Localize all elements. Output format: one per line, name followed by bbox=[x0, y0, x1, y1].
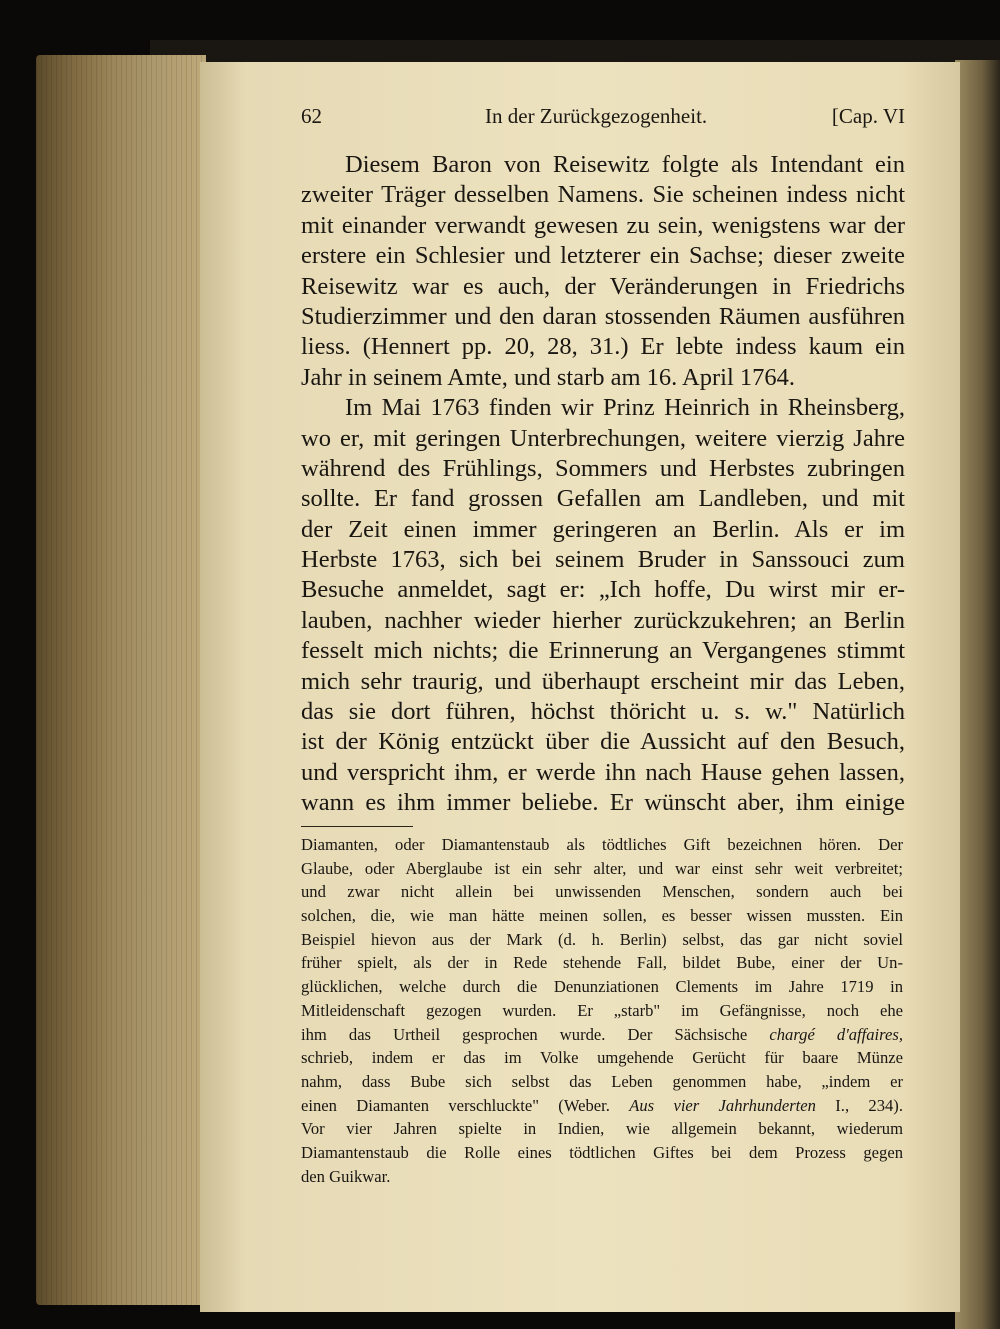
footnote-rule bbox=[301, 826, 413, 827]
footnote-line: Diamanten, oder Diamantenstaub als tödtliches Gift bezeichnen hören. Der bbox=[301, 835, 903, 854]
footnote-line: Glaube, oder Aberglaube ist ein sehr alter, und war einst sehr weit verbreitet; bbox=[301, 858, 903, 878]
footnote-line: Beispiel hievon aus der Mark (d. h. Berlin) selbst, das gar nicht soviel bbox=[301, 929, 903, 949]
footnote-line: den Guikwar. bbox=[301, 1166, 391, 1186]
footnote-text: ihm das Urtheil gesprochen wurde. Der Sächsische bbox=[301, 1024, 748, 1044]
footnote-line: nahm, dass Bube sich selbst das Leben genommen habe, „indem er bbox=[301, 1071, 903, 1091]
text-line: erstere ein Schlesier und letzterer ein Sachse; dieser zweite bbox=[301, 242, 905, 270]
footnote bbox=[301, 833, 903, 1188]
text-line: Studierzimmer und den daran stossenden Räumen ausführen bbox=[301, 302, 905, 330]
footnote-line: glücklichen, welche durch die Denunziationen Clements im Jahre 1719 in bbox=[301, 977, 903, 997]
text-line: lauben, nachher wieder hierher zurückzukehren; an Berlin bbox=[301, 606, 905, 634]
footnote-line: Mitleidenschaft gezogen wurden. Er „starb" im Gefängnisse, noch ehe bbox=[301, 1000, 903, 1020]
text-line: Herbste 1763, sich bei seinem Bruder in Sanssouci zum bbox=[301, 546, 905, 574]
text-line: Jahr in seinem Amte, und starb am 16. April 1764. bbox=[301, 363, 796, 391]
text-line: während des Frühlings, Sommers und Herbstes zubringen bbox=[301, 454, 905, 482]
footnote-text: einen Diamanten verschluckte" (Weber. bbox=[301, 1095, 610, 1115]
page-edges bbox=[36, 55, 206, 1305]
chapter-label: [Cap. VI bbox=[831, 104, 905, 128]
facing-page-edge bbox=[955, 60, 1000, 1329]
page-number: 62 bbox=[301, 104, 322, 128]
text-line: liess. (Hennert pp. 20, 28, 31.) Er lebte indess kaum ein bbox=[301, 333, 905, 361]
footnote-line: Vor vier Jahren spielte in Indien, wie allgemein bekannt, wiederum bbox=[301, 1119, 903, 1139]
italic-phrase: chargé d'affaires, bbox=[769, 1024, 903, 1044]
text-line: und verspricht ihm, er werde ihn nach Hause gehen lassen, bbox=[301, 758, 905, 786]
text-line: Reisewitz war es auch, der Veränderungen in Friedrichs bbox=[301, 272, 905, 300]
text-line: wann es ihm immer beliebe. Er wünscht aber, ihm einige bbox=[301, 789, 905, 817]
footnote-line: solchen, die, wie man hätte meinen sollen, es besser wissen mussten. Ein bbox=[301, 906, 903, 926]
main-text bbox=[301, 150, 905, 819]
running-title: In der Zurückgezogenheit. bbox=[485, 104, 708, 128]
text-line: mit einander verwandt gewesen zu sein, wenigstens war der bbox=[301, 211, 905, 239]
text-line: sollte. Er fand grossen Gefallen am Landleben, und mit bbox=[301, 485, 905, 513]
footnote-line-with-italic bbox=[301, 1023, 903, 1047]
text-line: Besuche anmeldet, sagt er: „Ich hoffe, Du wirst mir er- bbox=[301, 576, 905, 604]
footnote-line: früher spielt, als der in Rede stehende Fall, bildet Bube, einer der Un- bbox=[301, 953, 903, 973]
text-line: wo er, mit geringen Unterbrechungen, weitere vierzig Jahre bbox=[301, 424, 905, 452]
text-line: das sie dort führen, höchst thöricht u. s. w." Natürlich bbox=[301, 698, 905, 726]
reference-suffix: I., 234). bbox=[835, 1095, 903, 1115]
text-line: zweiter Träger desselben Namens. Sie scheinen indess nicht bbox=[301, 181, 905, 209]
running-header bbox=[301, 104, 905, 138]
footnote-line: und zwar nicht allein bei unwissenden Menschen, sondern auch bei bbox=[301, 882, 903, 902]
footnote-line-with-italic bbox=[301, 1094, 903, 1118]
text-line: Im Mai 1763 finden wir Prinz Heinrich in Rheinsberg, bbox=[345, 394, 905, 422]
footnote-line: Diamantenstaub die Rolle eines tödtlichen Giftes bei dem Prozess gegen bbox=[301, 1142, 903, 1162]
text-line: mich sehr traurig, und überhaupt erscheint mir das Leben, bbox=[301, 667, 905, 695]
text-line: der Zeit einen immer geringeren an Berlin. Als er im bbox=[301, 515, 905, 543]
text-line: Diesem Baron von Reisewitz folgte als Intendant ein bbox=[345, 151, 905, 178]
text-line: ist der König entzückt über die Aussicht auf den Besuch, bbox=[301, 728, 905, 756]
text-line: fesselt mich nichts; die Erinnerung an Vergangenes stimmt bbox=[301, 637, 905, 665]
italic-title: Aus vier Jahrhunderten bbox=[629, 1095, 816, 1115]
footnote-line: schrieb, indem er das im Volke umgehende Gerücht für baare Münze bbox=[301, 1048, 903, 1068]
